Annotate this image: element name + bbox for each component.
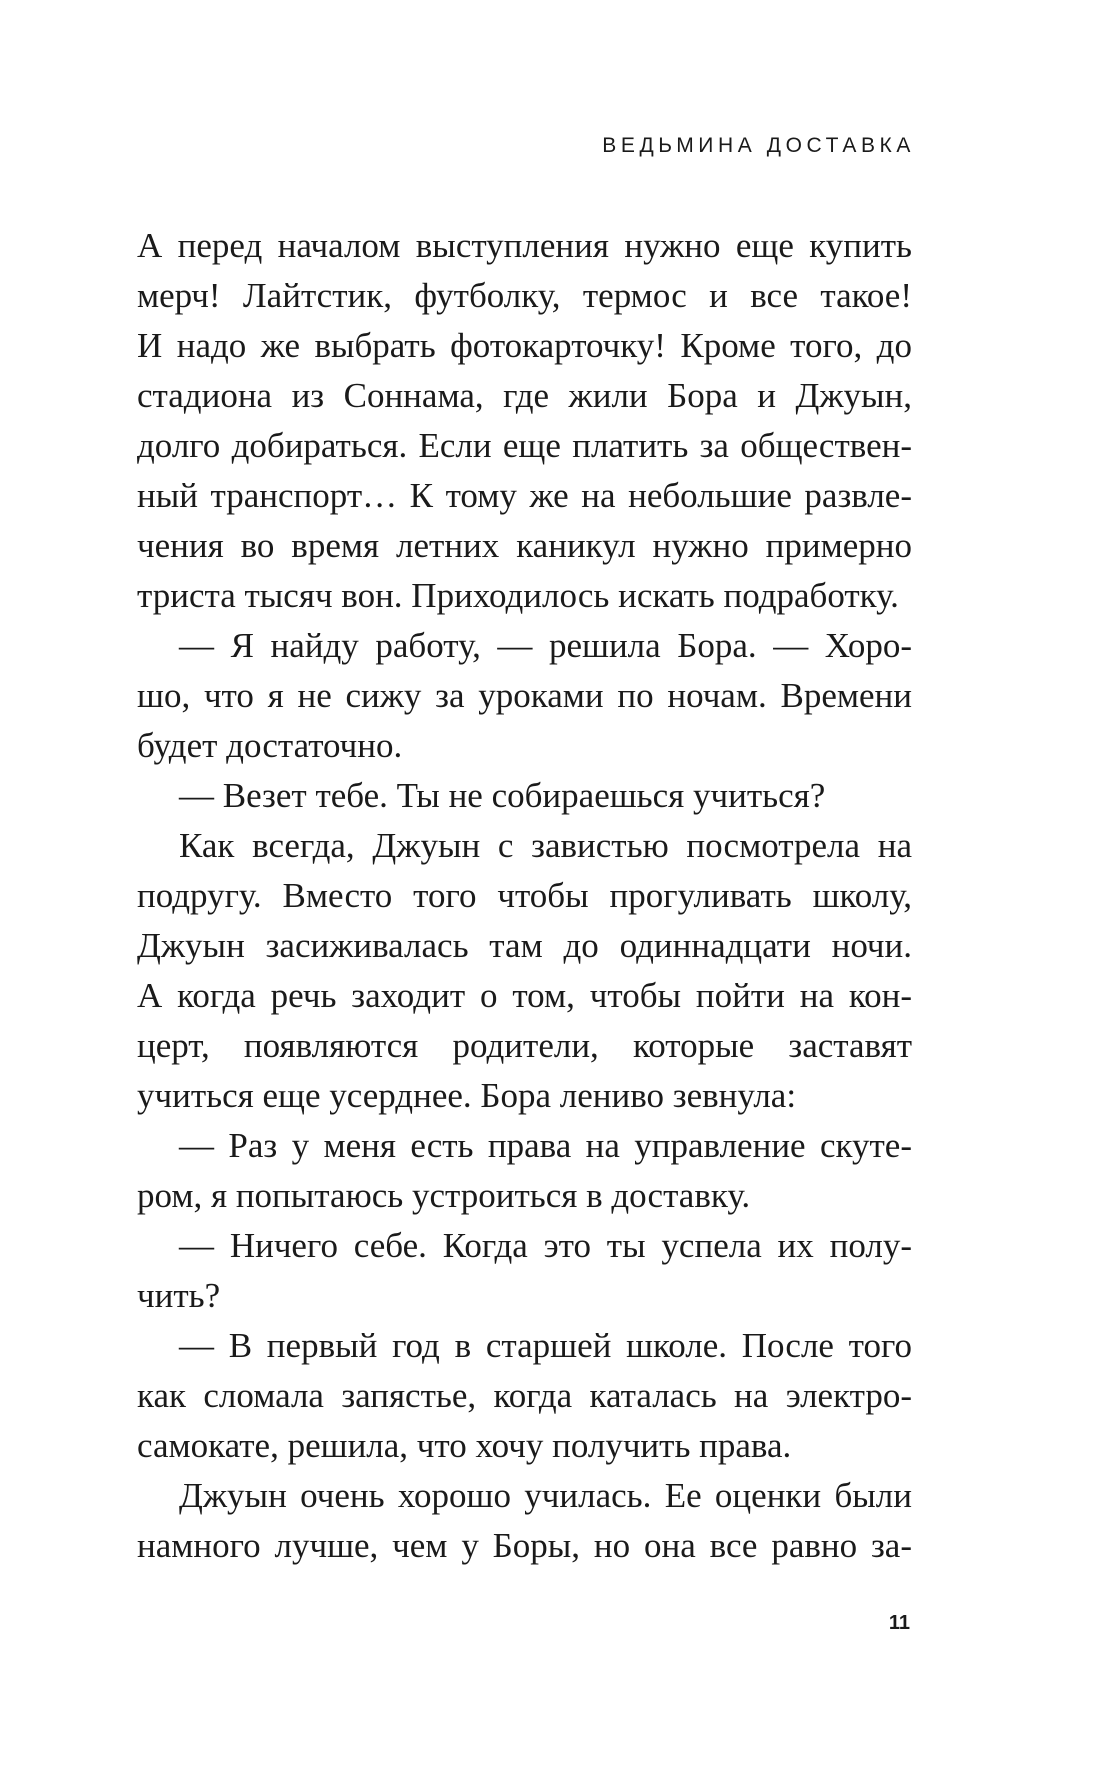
text-line: подругу. Вместо того чтобы прогуливать школу, <box>137 876 912 915</box>
text-line: чить? <box>137 1276 221 1315</box>
body-text <box>137 221 912 1571</box>
text-line: А когда речь заходит о том, чтобы пойти на кон- <box>137 976 912 1015</box>
text-line: А перед началом выступления нужно еще купить <box>137 226 912 265</box>
text-line: ный транспорт… К тому же на небольшие развле- <box>137 476 912 515</box>
running-head: ВЕДЬМИНА ДОСТАВКА <box>602 134 915 157</box>
text-line: будет достаточно. <box>137 726 403 765</box>
text-line: Как всегда, Джуын с завистью посмотрела на <box>179 826 912 865</box>
text-line: — Везет тебе. Ты не собираешься учиться? <box>179 776 826 815</box>
text-line: намного лучше, чем у Боры, но она все равно за- <box>137 1526 912 1565</box>
text-line: как сломала запястье, когда каталась на электро- <box>137 1376 912 1415</box>
text-line: церт, появляются родители, которые заставят <box>137 1026 912 1065</box>
text-line: Джуын засиживалась там до одиннадцати ночи. <box>137 926 912 965</box>
text-line: Джуын очень хорошо училась. Ее оценки были <box>179 1476 912 1515</box>
page-number: 11 <box>888 1612 910 1634</box>
text-line: — Раз у меня есть права на управление скуте- <box>179 1126 912 1165</box>
text-line: И надо же выбрать фотокарточку! Кроме того, до <box>137 326 912 365</box>
text-line: стадиона из Соннама, где жили Бора и Джуын, <box>137 376 912 415</box>
text-line: чения во время летних каникул нужно примерно <box>137 526 912 565</box>
text-line: — Я найду работу, — решила Бора. — Хоро- <box>179 626 912 665</box>
text-line: учиться еще усерднее. Бора лениво зевнула: <box>137 1076 797 1115</box>
text-line: мерч! Лайтстик, футболку, термос и все такое! <box>137 276 912 315</box>
text-line: — В первый год в старшей школе. После того <box>179 1326 912 1365</box>
text-line: шо, что я не сижу за уроками по ночам. Времени <box>137 676 912 715</box>
text-line: ром, я попытаюсь устроиться в доставку. <box>137 1176 751 1215</box>
text-line: самокате, решила, что хочу получить права. <box>137 1426 792 1465</box>
text-line: долго добираться. Если еще платить за обществен- <box>137 426 912 465</box>
text-line: — Ничего себе. Когда это ты успела их полу- <box>179 1226 912 1265</box>
text-line: триста тысяч вон. Приходилось искать подработку. <box>137 576 899 615</box>
